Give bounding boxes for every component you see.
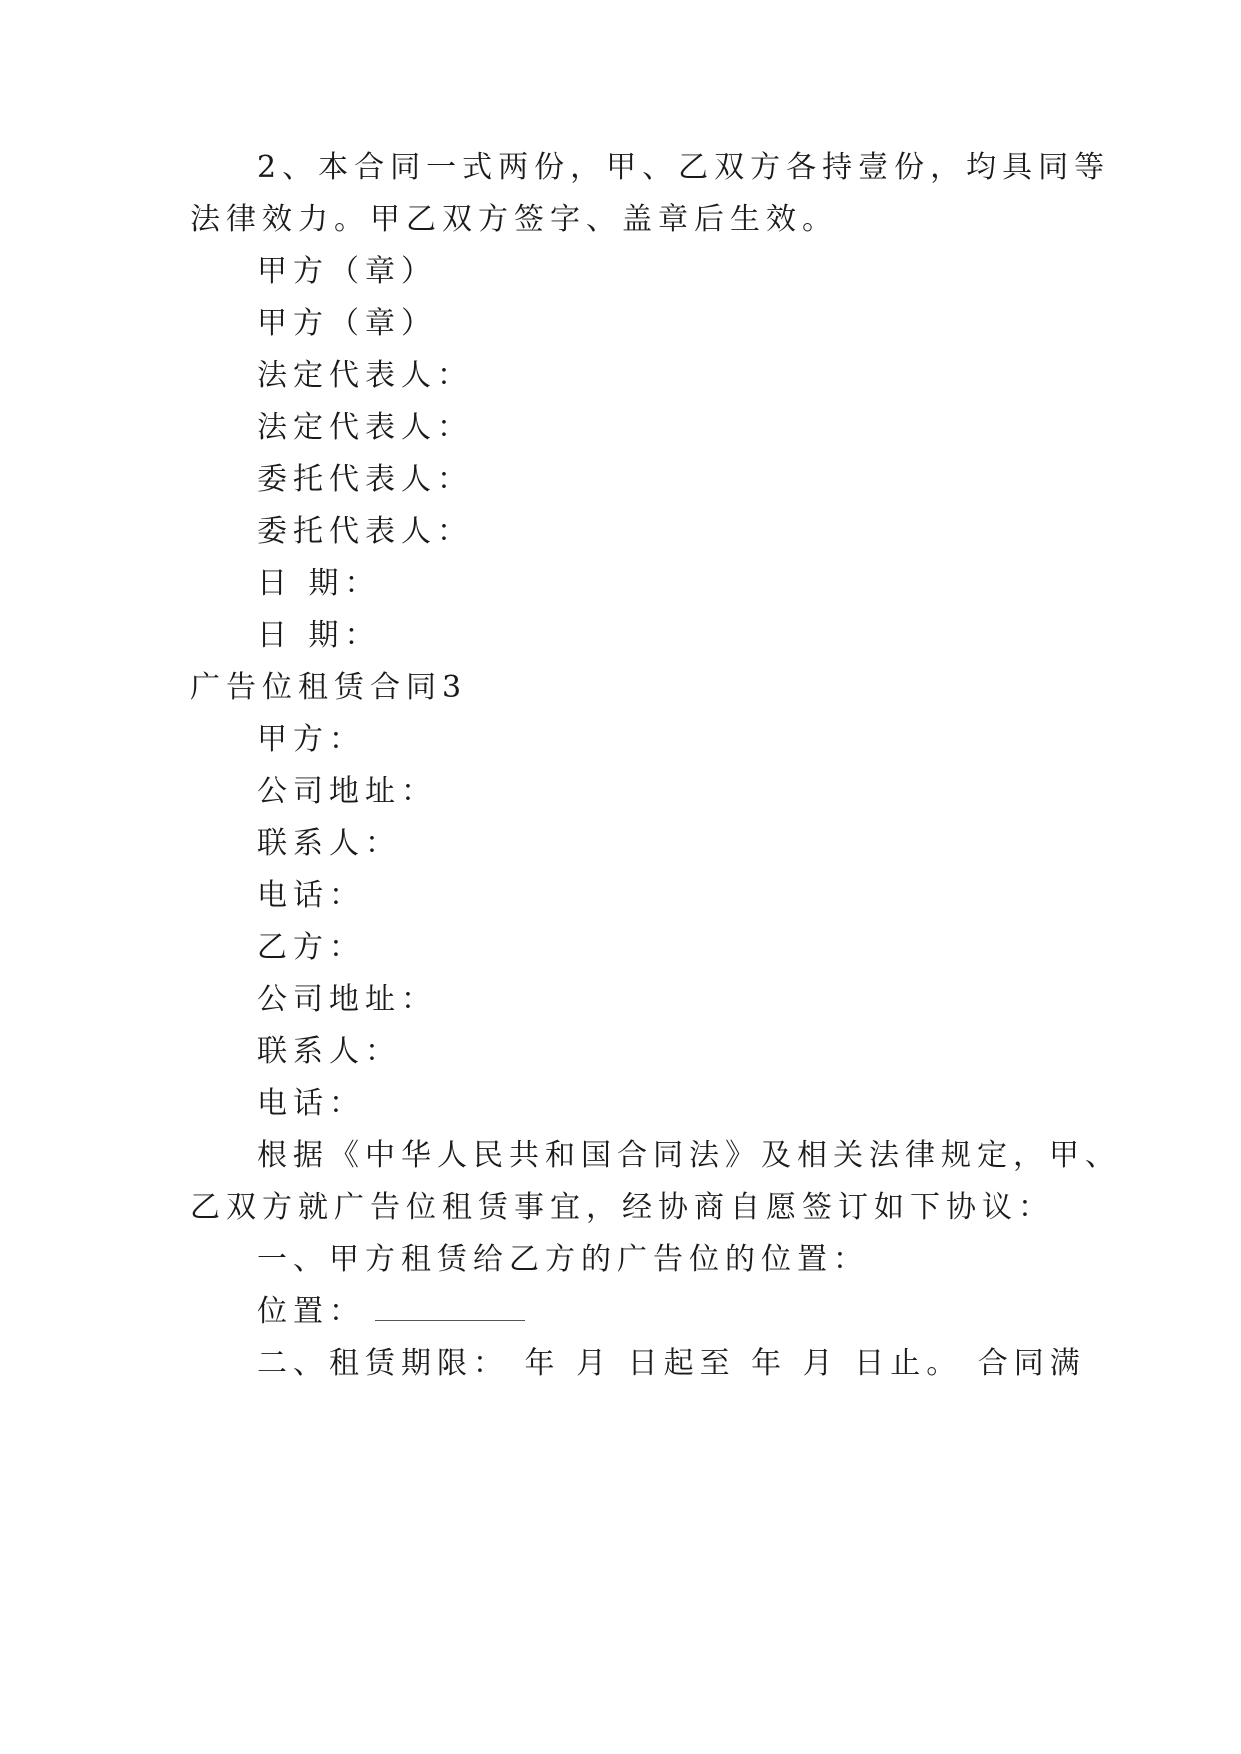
position-row (257, 1292, 525, 1332)
paragraph-line: 2、本合同一式两份，甲、乙双方各持壹份，均具同等 (257, 150, 1111, 185)
date-label: 日 期： (257, 618, 381, 653)
phone-label: 电话： (257, 878, 365, 913)
signature-party-a: 甲方（章） (257, 306, 437, 341)
authorized-representative-label: 委托代表人： (257, 462, 473, 497)
authorized-representative-label: 委托代表人： (257, 514, 473, 549)
phone-label: 电话： (257, 1086, 365, 1121)
clause-one: 一、甲方租赁给乙方的广告位的位置： (257, 1242, 869, 1277)
paragraph-line: 法律效力。甲乙双方签字、盖章后生效。 (190, 202, 838, 237)
position-blank-field (375, 1294, 525, 1321)
section-title: 广告位租赁合同3 (190, 670, 468, 705)
company-address-label: 公司地址： (257, 774, 437, 809)
party-a-label: 甲方： (257, 722, 365, 757)
company-address-label: 公司地址： (257, 982, 437, 1017)
signature-party-a: 甲方（章） (257, 254, 437, 289)
contact-person-label: 联系人： (257, 1034, 401, 1069)
paragraph-line: 根据《中华人民共和国合同法》及相关法律规定，甲、 (257, 1138, 1121, 1173)
party-b-label: 乙方： (257, 930, 365, 965)
position-label: 位置： (257, 1294, 365, 1329)
date-label: 日 期： (257, 566, 381, 601)
paragraph-line: 乙双方就广告位租赁事宜，经协商自愿签订如下协议： (190, 1190, 1054, 1225)
clause-two: 二、租赁期限： 年 月 日起至 年 月 日止。 合同满 (257, 1346, 1086, 1381)
legal-representative-label: 法定代表人： (257, 410, 473, 445)
contact-person-label: 联系人： (257, 826, 401, 861)
legal-representative-label: 法定代表人： (257, 358, 473, 393)
